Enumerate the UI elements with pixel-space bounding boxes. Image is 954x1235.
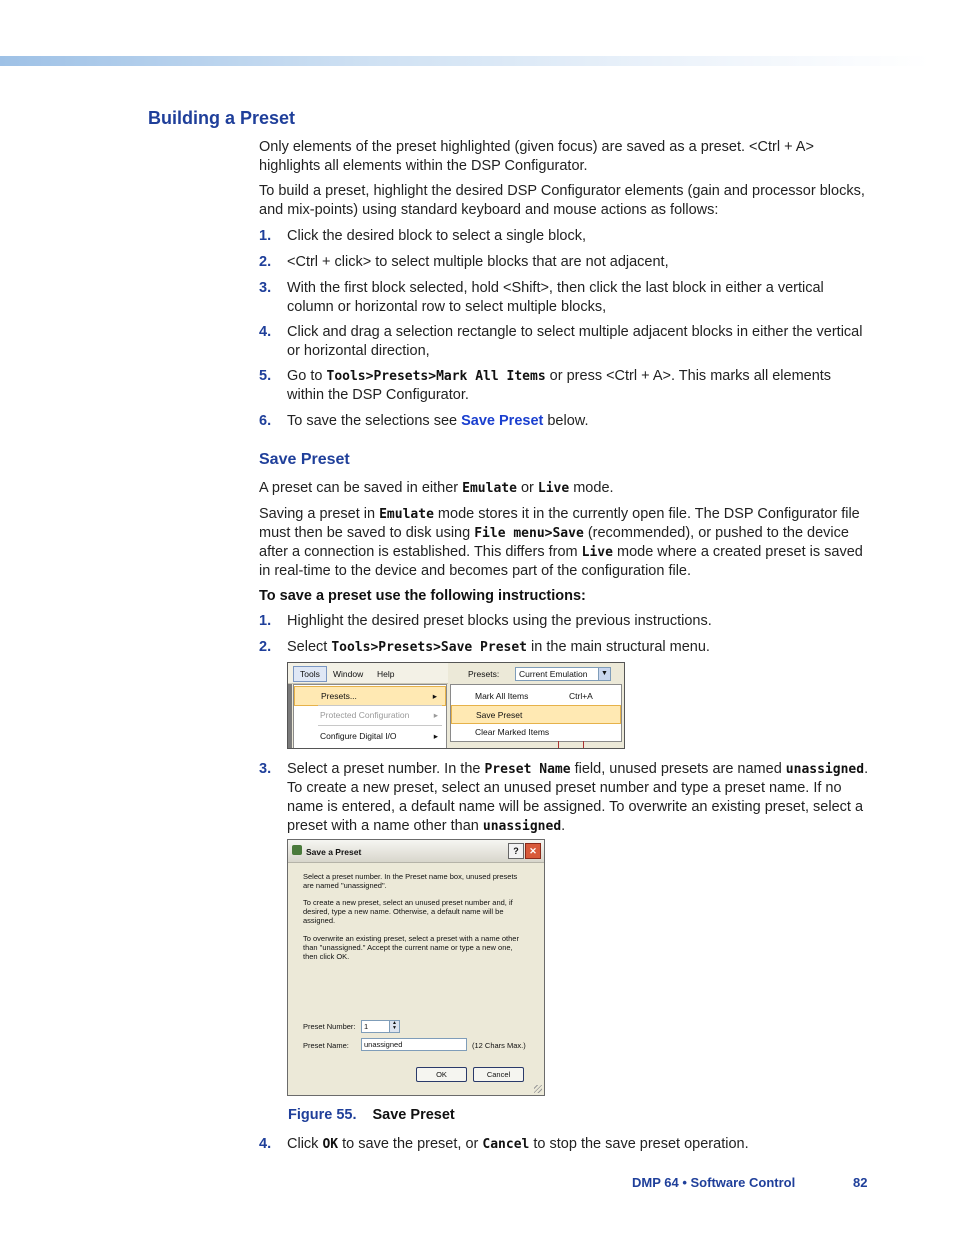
- background-line: [558, 741, 559, 748]
- max-chars-note: (12 Chars Max.): [472, 1041, 526, 1050]
- save-preset-dialog: [287, 839, 545, 1096]
- menu-item-configure-digital-io[interactable]: Configure Digital I/O ▸: [320, 731, 438, 741]
- presets-label: Presets:: [468, 669, 500, 679]
- save-paragraph-1: A preset can be saved in either Emulate or Live mode.: [259, 480, 614, 496]
- dialog-text-2: To create a new preset, select an unused preset number and, if desired, type a new name. Otherwise, a default name will be assigned.: [303, 898, 513, 925]
- save-preset-link[interactable]: Save Preset: [461, 413, 544, 429]
- header-gradient-bar: [0, 56, 930, 66]
- menubar: [288, 663, 448, 684]
- figure-caption: [288, 1107, 455, 1123]
- help-icon[interactable]: ?: [508, 843, 524, 859]
- save-step-4: 4. Click OK to save the preset, or Cancel to stop the save preset operation.: [259, 1136, 749, 1152]
- spin-arrows-icon[interactable]: ▲ ▼: [389, 1021, 399, 1032]
- cancel-button[interactable]: Cancel: [473, 1067, 524, 1082]
- footer-doc-title: DMP 64 • Software Control: [632, 1175, 796, 1190]
- menu-help[interactable]: Help: [377, 669, 395, 679]
- preset-name-label: Preset Name:: [303, 1041, 349, 1050]
- menu-divider: [318, 725, 442, 726]
- build-step-5: 5. Go to Tools>Presets>Mark All Items or press <Ctrl + A>. This marks all elements within the DSP Configurator.: [259, 368, 832, 403]
- figure-number: Figure 55.: [288, 1107, 357, 1123]
- subsection-heading: Save Preset: [259, 451, 350, 468]
- build-step-3: 3. With the first block selected, hold <Shift>, then click the last block in either a vertical column or horizontal row to select multiple blocks,: [259, 280, 824, 315]
- save-step-2: 2. Select Tools>Presets>Save Preset in the main structural menu.: [259, 639, 710, 655]
- shortcut-label: Ctrl+A: [569, 691, 593, 701]
- build-step-1: 1. Click the desired block to select a single block,: [259, 228, 587, 244]
- presets-toolbar: [448, 663, 624, 683]
- menu-left-edge: [288, 684, 292, 748]
- build-step-2: 2. <Ctrl + click> to select multiple blocks that are not adjacent,: [259, 254, 669, 270]
- save-paragraph-2: Saving a preset in Emulate mode stores it in the currently open file. The DSP Configurator file must then be saved to disk using File menu>Save (recommended), or pushed to the device after a connection is established. This differs from Live mode where a created preset is saved in real-time to the device and becomes part of the configuration file.: [259, 506, 863, 579]
- tools-menu-screenshot: [287, 662, 625, 749]
- instructions-heading: To save a preset use the following instructions:: [259, 588, 586, 604]
- build-step-6: 6. To save the selections see Save Preset below.: [259, 413, 589, 429]
- dialog-titlebar[interactable]: [288, 840, 544, 863]
- chevron-down-icon[interactable]: ▼: [598, 668, 610, 680]
- dialog-text-1: Select a preset number. In the Preset name box, unused presets are named "unassigned".: [303, 872, 518, 890]
- app-icon: [292, 845, 302, 855]
- preset-number-stepper[interactable]: 1 ▲ ▼: [361, 1020, 400, 1033]
- close-icon[interactable]: ✕: [525, 843, 541, 859]
- build-step-4: 4. Click and drag a selection rectangle to select multiple adjacent blocks in either the vertical or horizontal direction,: [259, 324, 863, 359]
- resize-grip-icon[interactable]: [534, 1085, 542, 1093]
- intro-paragraph-2: To build a preset, highlight the desired DSP Configurator elements (gain and processor blocks, and mix-points) using standard keyboard and mouse actions as follows:: [259, 183, 865, 218]
- save-step-3: 3. Select a preset number. In the Preset Name field, unused presets are named unassigned. To create a new preset, select an unused preset number and type a preset name. If no name is entered, a default name will be assigned. To overwrite an existing preset, select a preset with a name other than unassigned.: [259, 761, 869, 834]
- ok-button[interactable]: OK: [416, 1067, 467, 1082]
- dialog-title: Save a Preset: [306, 847, 362, 857]
- preset-number-label: Preset Number:: [303, 1022, 356, 1031]
- menu-window[interactable]: Window: [333, 669, 364, 679]
- figure-title: Save Preset: [372, 1107, 455, 1123]
- menu-item-protected-configuration: Protected Configuration ▸: [320, 710, 438, 720]
- page-number: 82: [853, 1175, 868, 1190]
- background-line: [583, 741, 584, 748]
- save-step-1: 1. Highlight the desired preset blocks using the previous instructions.: [259, 613, 712, 629]
- menu-tools[interactable]: Tools: [293, 666, 327, 682]
- tools-dropdown: [293, 684, 447, 749]
- submenu-arrow-icon: ▸: [433, 731, 438, 741]
- menu-item-presets[interactable]: Presets... ▸: [294, 686, 446, 706]
- menu-item-mark-all-items[interactable]: Mark All Items Ctrl+A: [475, 691, 593, 701]
- submenu-arrow-icon: ▸: [433, 710, 438, 720]
- intro-paragraph-1: Only elements of the preset highlighted (given focus) are saved as a preset. <Ctrl + A> highlights all elements within the DSP Configurator.: [259, 139, 814, 174]
- submenu-arrow-icon: ▸: [432, 691, 437, 701]
- dialog-text-3: To overwrite an existing preset, select a preset with a name other than "unassigned." Accept the current name or type a new one, then click OK.: [303, 934, 519, 961]
- presets-submenu: [450, 684, 622, 742]
- preset-name-input[interactable]: unassigned: [361, 1038, 467, 1051]
- menu-path-code: Tools>Presets>Mark All Items: [326, 369, 546, 384]
- section-heading: Building a Preset: [148, 108, 296, 128]
- menu-item-clear-marked-items[interactable]: Clear Marked Items: [475, 727, 550, 737]
- presets-combo[interactable]: Current Emulation ▼: [515, 667, 611, 681]
- menu-item-save-preset[interactable]: Save Preset: [451, 705, 621, 724]
